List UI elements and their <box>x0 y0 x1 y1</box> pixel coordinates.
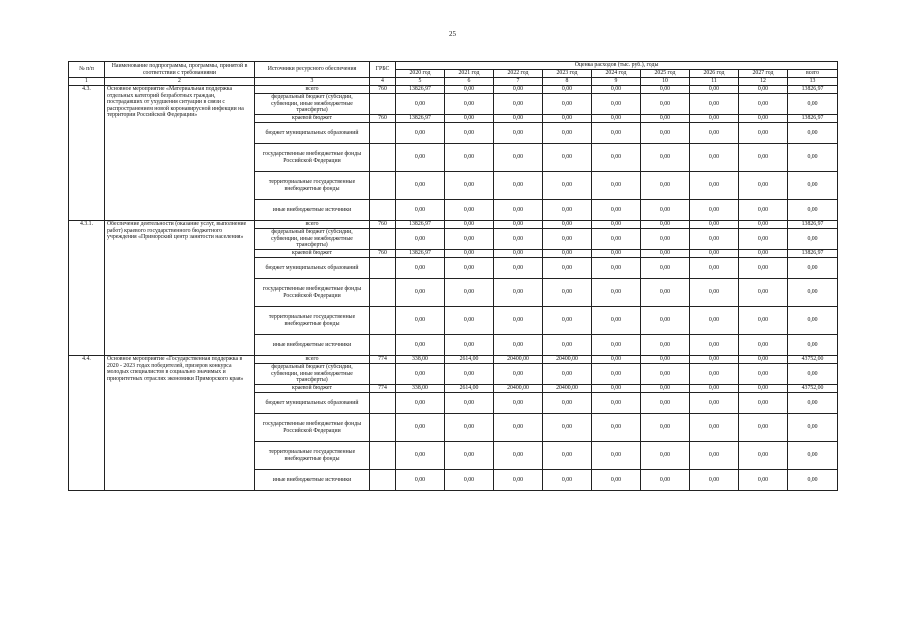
year-value: 0,00 <box>739 364 788 385</box>
year-value: 0,00 <box>543 221 592 229</box>
year-value: 0,00 <box>494 414 543 442</box>
year-value: 0,00 <box>445 172 494 200</box>
year-value: 0,00 <box>690 229 739 250</box>
funding-source: иные внебюджетные источники <box>255 335 370 356</box>
year-value: 0,00 <box>494 172 543 200</box>
funding-source: территориальные государственные внебюджетные фонды <box>255 442 370 470</box>
year-value: 0,00 <box>592 172 641 200</box>
year-value: 0,00 <box>739 393 788 414</box>
funding-source: всего <box>255 356 370 364</box>
year-value: 0,00 <box>592 307 641 335</box>
year-value: 13826,97 <box>396 250 445 258</box>
budget-table <box>68 61 838 491</box>
year-value: 0,00 <box>445 115 494 123</box>
grbs-code <box>370 442 396 470</box>
column-index: 12 <box>739 78 788 86</box>
funding-source: бюджет муниципальных образований <box>255 123 370 144</box>
year-value: 0,00 <box>396 94 445 115</box>
year-value: 0,00 <box>445 307 494 335</box>
year-value: 0,00 <box>445 221 494 229</box>
grbs-code: 760 <box>370 250 396 258</box>
funding-source: территориальные государственные внебюджетные фонды <box>255 172 370 200</box>
year-value: 0,00 <box>690 221 739 229</box>
year-value: 0,00 <box>690 385 739 393</box>
funding-source: иные внебюджетные источники <box>255 200 370 221</box>
header-year: 2027 год <box>739 70 788 78</box>
year-value: 0,00 <box>396 442 445 470</box>
total-value: 0,00 <box>788 172 838 200</box>
funding-source: государственные внебюджетные фонды Российской Федерации <box>255 414 370 442</box>
year-value: 0,00 <box>396 414 445 442</box>
year-value: 0,00 <box>494 364 543 385</box>
year-value: 0,00 <box>445 250 494 258</box>
funding-source: государственные внебюджетные фонды Российской Федерации <box>255 279 370 307</box>
year-value: 0,00 <box>445 258 494 279</box>
year-value: 0,00 <box>543 470 592 491</box>
column-index: 9 <box>592 78 641 86</box>
total-value: 0,00 <box>788 229 838 250</box>
year-value: 0,00 <box>494 393 543 414</box>
year-value: 0,00 <box>641 470 690 491</box>
year-value: 0,00 <box>494 86 543 94</box>
year-value: 13826,97 <box>396 221 445 229</box>
grbs-code <box>370 258 396 279</box>
total-value: 0,00 <box>788 307 838 335</box>
year-value: 0,00 <box>494 470 543 491</box>
item-code: 4.3. <box>69 86 105 221</box>
column-index: 1 <box>69 78 105 86</box>
year-value: 0,00 <box>592 115 641 123</box>
year-value: 0,00 <box>739 442 788 470</box>
total-value: 13826,97 <box>788 250 838 258</box>
header-name: Наименование подпрограммы, программы, принятой в соответствии с требованиями <box>105 62 255 78</box>
year-value: 0,00 <box>445 470 494 491</box>
funding-source: территориальные государственные внебюджетные фонды <box>255 307 370 335</box>
column-index: 6 <box>445 78 494 86</box>
year-value: 0,00 <box>641 279 690 307</box>
funding-source: краевой бюджет <box>255 115 370 123</box>
grbs-code <box>370 335 396 356</box>
year-value: 0,00 <box>396 335 445 356</box>
year-value: 0,00 <box>445 442 494 470</box>
header-estimate: Оценка расходов (тыс. руб.), годы <box>396 62 838 70</box>
header-num: № п/п <box>69 62 105 78</box>
column-index: 3 <box>255 78 370 86</box>
year-value: 0,00 <box>690 94 739 115</box>
total-value: 13826,97 <box>788 86 838 94</box>
year-value: 0,00 <box>445 123 494 144</box>
grbs-code <box>370 94 396 115</box>
total-value: 0,00 <box>788 335 838 356</box>
total-value: 0,00 <box>788 144 838 172</box>
grbs-code <box>370 393 396 414</box>
year-value: 0,00 <box>396 172 445 200</box>
year-value: 0,00 <box>690 335 739 356</box>
year-value: 0,00 <box>739 385 788 393</box>
year-value: 0,00 <box>543 86 592 94</box>
year-value: 0,00 <box>641 307 690 335</box>
year-value: 0,00 <box>690 258 739 279</box>
year-value: 0,00 <box>690 86 739 94</box>
year-value: 0,00 <box>543 123 592 144</box>
table-row <box>69 86 838 94</box>
funding-source: государственные внебюджетные фонды Российской Федерации <box>255 144 370 172</box>
year-value: 0,00 <box>494 307 543 335</box>
year-value: 0,00 <box>739 229 788 250</box>
budget-table-container <box>68 61 838 491</box>
grbs-code <box>370 470 396 491</box>
year-value: 0,00 <box>641 115 690 123</box>
column-index: 5 <box>396 78 445 86</box>
column-index: 10 <box>641 78 690 86</box>
grbs-code <box>370 144 396 172</box>
year-value: 0,00 <box>641 200 690 221</box>
year-value: 0,00 <box>739 172 788 200</box>
year-value: 0,00 <box>592 442 641 470</box>
item-code: 4.3.1. <box>69 221 105 356</box>
header-year: 2024 год <box>592 70 641 78</box>
table-body <box>69 86 838 491</box>
year-value: 0,00 <box>396 258 445 279</box>
year-value: 0,00 <box>690 172 739 200</box>
grbs-code <box>370 279 396 307</box>
year-value: 0,00 <box>641 144 690 172</box>
year-value: 0,00 <box>445 364 494 385</box>
funding-source: федеральный бюджет (субсидии, субвенции, иные межбюджетные трансферты) <box>255 364 370 385</box>
year-value: 0,00 <box>396 364 445 385</box>
year-value: 0,00 <box>445 144 494 172</box>
grbs-code <box>370 364 396 385</box>
year-value: 0,00 <box>543 229 592 250</box>
year-value: 0,00 <box>445 414 494 442</box>
funding-source: бюджет муниципальных образований <box>255 258 370 279</box>
year-value: 0,00 <box>543 144 592 172</box>
year-value: 338,00 <box>396 385 445 393</box>
total-value: 0,00 <box>788 364 838 385</box>
year-value: 0,00 <box>641 393 690 414</box>
column-index-row <box>69 78 838 86</box>
year-value: 0,00 <box>739 356 788 364</box>
year-value: 0,00 <box>690 356 739 364</box>
year-value: 0,00 <box>690 442 739 470</box>
year-value: 0,00 <box>543 94 592 115</box>
total-value: 43752,00 <box>788 356 838 364</box>
year-value: 0,00 <box>739 200 788 221</box>
year-value: 0,00 <box>739 250 788 258</box>
header-grbs: ГРБС <box>370 62 396 78</box>
year-value: 0,00 <box>739 258 788 279</box>
year-value: 0,00 <box>543 279 592 307</box>
year-value: 0,00 <box>494 250 543 258</box>
year-value: 0,00 <box>641 414 690 442</box>
year-value: 0,00 <box>592 229 641 250</box>
year-value: 0,00 <box>592 470 641 491</box>
year-value: 0,00 <box>445 200 494 221</box>
year-value: 0,00 <box>494 123 543 144</box>
year-value: 0,00 <box>690 470 739 491</box>
year-value: 0,00 <box>641 250 690 258</box>
year-value: 0,00 <box>592 144 641 172</box>
year-value: 2614,00 <box>445 356 494 364</box>
year-value: 0,00 <box>592 86 641 94</box>
grbs-code <box>370 414 396 442</box>
year-value: 0,00 <box>543 442 592 470</box>
year-value: 0,00 <box>592 364 641 385</box>
year-value: 0,00 <box>739 221 788 229</box>
total-value: 13826,97 <box>788 221 838 229</box>
grbs-code <box>370 200 396 221</box>
year-value: 0,00 <box>739 279 788 307</box>
year-value: 0,00 <box>543 393 592 414</box>
year-value: 0,00 <box>592 335 641 356</box>
year-value: 20400,00 <box>494 385 543 393</box>
year-value: 0,00 <box>739 307 788 335</box>
year-value: 13826,97 <box>396 86 445 94</box>
column-index: 11 <box>690 78 739 86</box>
year-value: 0,00 <box>739 86 788 94</box>
year-value: 338,00 <box>396 356 445 364</box>
funding-source: всего <box>255 221 370 229</box>
year-value: 0,00 <box>494 200 543 221</box>
grbs-code: 774 <box>370 385 396 393</box>
total-value: 0,00 <box>788 279 838 307</box>
year-value: 0,00 <box>592 221 641 229</box>
year-value: 0,00 <box>641 364 690 385</box>
year-value: 0,00 <box>739 335 788 356</box>
year-value: 0,00 <box>592 258 641 279</box>
year-value: 0,00 <box>739 414 788 442</box>
year-value: 2614,00 <box>445 385 494 393</box>
year-value: 0,00 <box>396 200 445 221</box>
year-value: 0,00 <box>445 335 494 356</box>
year-value: 0,00 <box>494 335 543 356</box>
funding-source: краевой бюджет <box>255 385 370 393</box>
table-row <box>69 356 838 364</box>
year-value: 0,00 <box>494 258 543 279</box>
year-value: 0,00 <box>641 356 690 364</box>
year-value: 0,00 <box>494 94 543 115</box>
header-year: 2022 год <box>494 70 543 78</box>
year-value: 0,00 <box>445 393 494 414</box>
header-year: 2023 год <box>543 70 592 78</box>
year-value: 0,00 <box>543 414 592 442</box>
year-value: 0,00 <box>396 123 445 144</box>
header-year: 2020 год <box>396 70 445 78</box>
year-value: 0,00 <box>494 442 543 470</box>
year-value: 0,00 <box>641 258 690 279</box>
item-name: Основное мероприятие «Материальная поддержка отдельных категорий безработных граждан, пострадавших от ухудшения ситуации в связи с распространением новой коронавирусной инфекции на территории Российской Федерации» <box>105 86 255 221</box>
year-value: 0,00 <box>396 229 445 250</box>
item-name: Основное мероприятие «Государственная поддержка в 2020 - 2023 годах победителей, призеров конкурса молодых специалистов в социально значимых и приоритетных отраслях экономики Приморского края» <box>105 356 255 491</box>
total-value: 13826,97 <box>788 115 838 123</box>
grbs-code: 760 <box>370 115 396 123</box>
year-value: 0,00 <box>494 221 543 229</box>
total-value: 0,00 <box>788 414 838 442</box>
column-index: 7 <box>494 78 543 86</box>
column-index: 4 <box>370 78 396 86</box>
year-value: 0,00 <box>739 115 788 123</box>
funding-source: краевой бюджет <box>255 250 370 258</box>
year-value: 0,00 <box>739 123 788 144</box>
grbs-code <box>370 229 396 250</box>
year-value: 0,00 <box>396 144 445 172</box>
grbs-code: 774 <box>370 356 396 364</box>
total-value: 43752,00 <box>788 385 838 393</box>
header-year: 2026 год <box>690 70 739 78</box>
total-value: 0,00 <box>788 123 838 144</box>
year-value: 0,00 <box>592 200 641 221</box>
year-value: 0,00 <box>690 200 739 221</box>
funding-source: иные внебюджетные источники <box>255 470 370 491</box>
year-value: 20400,00 <box>543 385 592 393</box>
year-value: 0,00 <box>396 307 445 335</box>
year-value: 13826,97 <box>396 115 445 123</box>
year-value: 0,00 <box>592 123 641 144</box>
item-name: Обеспечение деятельности (оказание услуг, выполнение работ) краевого государственного бюджетного учреждения «Приморский центр занятости населения» <box>105 221 255 356</box>
funding-source: бюджет муниципальных образований <box>255 393 370 414</box>
year-value: 0,00 <box>739 470 788 491</box>
year-value: 0,00 <box>592 279 641 307</box>
year-value: 0,00 <box>445 86 494 94</box>
item-code: 4.4. <box>69 356 105 491</box>
year-value: 0,00 <box>396 393 445 414</box>
year-value: 0,00 <box>396 470 445 491</box>
year-value: 0,00 <box>690 279 739 307</box>
year-value: 0,00 <box>543 115 592 123</box>
total-value: 0,00 <box>788 94 838 115</box>
header-source: Источники ресурсного обеспечения <box>255 62 370 78</box>
year-value: 0,00 <box>690 250 739 258</box>
year-value: 0,00 <box>592 250 641 258</box>
year-value: 0,00 <box>396 279 445 307</box>
year-value: 0,00 <box>543 364 592 385</box>
year-value: 0,00 <box>592 414 641 442</box>
year-value: 0,00 <box>592 94 641 115</box>
year-value: 0,00 <box>641 94 690 115</box>
funding-source: всего <box>255 86 370 94</box>
grbs-code: 760 <box>370 86 396 94</box>
total-value: 0,00 <box>788 470 838 491</box>
total-value: 0,00 <box>788 200 838 221</box>
year-value: 0,00 <box>641 229 690 250</box>
total-value: 0,00 <box>788 258 838 279</box>
year-value: 0,00 <box>739 144 788 172</box>
year-value: 0,00 <box>543 172 592 200</box>
year-value: 20400,00 <box>494 356 543 364</box>
year-value: 0,00 <box>641 172 690 200</box>
total-value: 0,00 <box>788 442 838 470</box>
funding-source: федеральный бюджет (субсидии, субвенции, иные межбюджетные трансферты) <box>255 94 370 115</box>
year-value: 0,00 <box>494 229 543 250</box>
total-value: 0,00 <box>788 393 838 414</box>
year-value: 0,00 <box>494 115 543 123</box>
year-value: 0,00 <box>690 144 739 172</box>
column-index: 2 <box>105 78 255 86</box>
year-value: 20400,00 <box>543 356 592 364</box>
year-value: 0,00 <box>690 393 739 414</box>
year-value: 0,00 <box>592 393 641 414</box>
header-year: 2025 год <box>641 70 690 78</box>
year-value: 0,00 <box>494 279 543 307</box>
year-value: 0,00 <box>641 442 690 470</box>
year-value: 0,00 <box>543 258 592 279</box>
year-value: 0,00 <box>690 123 739 144</box>
page-number: 25 <box>449 30 456 38</box>
year-value: 0,00 <box>592 385 641 393</box>
year-value: 0,00 <box>641 221 690 229</box>
table-row <box>69 221 838 229</box>
year-value: 0,00 <box>641 385 690 393</box>
header-year: 2021 год <box>445 70 494 78</box>
funding-source: федеральный бюджет (субсидии, субвенции, иные межбюджетные трансферты) <box>255 229 370 250</box>
year-value: 0,00 <box>543 250 592 258</box>
year-value: 0,00 <box>543 307 592 335</box>
year-value: 0,00 <box>445 279 494 307</box>
year-value: 0,00 <box>494 144 543 172</box>
year-value: 0,00 <box>641 86 690 94</box>
grbs-code <box>370 123 396 144</box>
year-value: 0,00 <box>543 200 592 221</box>
column-index: 8 <box>543 78 592 86</box>
grbs-code <box>370 307 396 335</box>
grbs-code <box>370 172 396 200</box>
year-value: 0,00 <box>543 335 592 356</box>
header-total: всего <box>788 70 838 78</box>
year-value: 0,00 <box>739 94 788 115</box>
column-index: 13 <box>788 78 838 86</box>
year-value: 0,00 <box>592 356 641 364</box>
year-value: 0,00 <box>690 115 739 123</box>
year-value: 0,00 <box>445 229 494 250</box>
year-value: 0,00 <box>690 364 739 385</box>
year-value: 0,00 <box>641 123 690 144</box>
year-value: 0,00 <box>690 414 739 442</box>
grbs-code: 760 <box>370 221 396 229</box>
year-value: 0,00 <box>445 94 494 115</box>
year-value: 0,00 <box>690 307 739 335</box>
year-value: 0,00 <box>641 335 690 356</box>
